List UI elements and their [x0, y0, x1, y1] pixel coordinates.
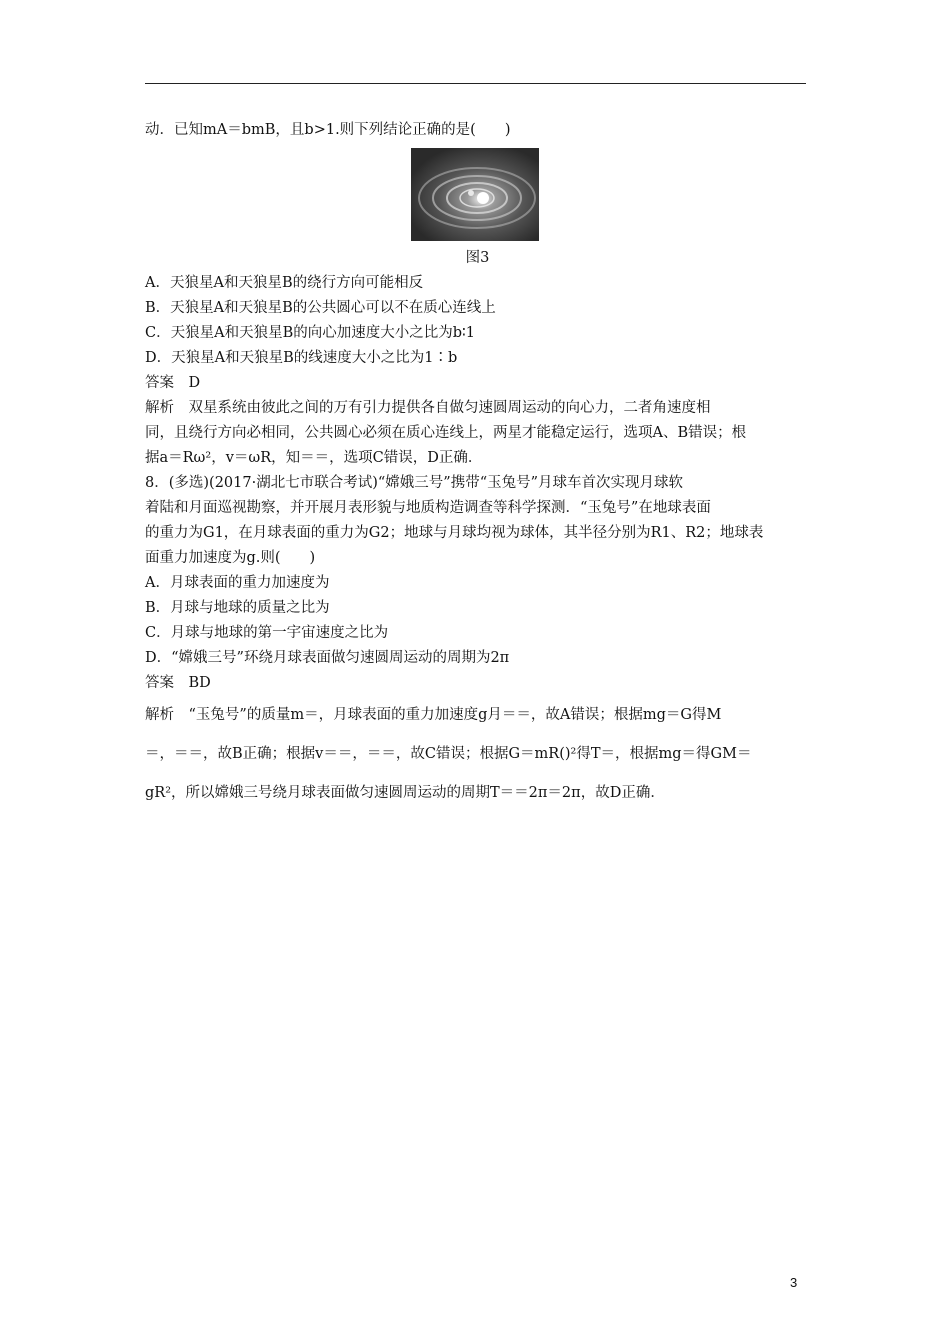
question-8-line-3: 的重力为G1，在月球表面的重力为G2；地球与月球均视为球体，其半径分别为R1、R2；地球表 — [145, 525, 764, 541]
question-8-line-1: 8．(多选)(2017·湖北七市联合考试)“嫦娥三号”携带“玉兔号”月球车首次实现月球软 — [145, 475, 684, 491]
question-7-stem-end: 动．已知mA＝bmB，且b>1.则下列结论正确的是( ) — [145, 122, 511, 138]
question-8-line-2: 着陆和月面巡视勘察，并开展月表形貌与地质构造调查等科学探测．“玉兔号”在地球表面 — [145, 500, 711, 516]
page-content — [145, 118, 810, 813]
option-b: B．天狼星A和天狼星B的公共圆心可以不在质心连线上 — [145, 300, 496, 316]
q8-option-a: A．月球表面的重力加速度为 — [145, 575, 330, 591]
q8-option-d: D．“嫦娥三号”环绕月球表面做匀速圆周运动的周期为2π — [145, 650, 510, 666]
option-a: A．天狼星A和天狼星B的绕行方向可能相反 — [145, 275, 424, 291]
option-c: C．天狼星A和天狼星B的向心加速度大小之比为b∶1 — [145, 325, 476, 341]
spiral-galaxy-image — [411, 148, 539, 241]
page-number: 3 — [790, 1275, 798, 1290]
option-d: D．天狼星A和天狼星B的线速度大小之比为1∶b — [145, 350, 458, 366]
figure-caption: 图3 — [465, 250, 490, 266]
answer-8: 答案 BD — [145, 675, 211, 691]
explanation-7-line-2: 同，且绕行方向必相同，公共圆心必须在质心连线上，两星才能稳定运行，选项A、B错误；根 — [145, 425, 747, 441]
q8-option-c: C．月球与地球的第一宇宙速度之比为 — [145, 625, 389, 641]
explanation-8-line-1: 解析 “玉兔号”的质量m＝，月球表面的重力加速度g月＝＝，故A错误；根据mg＝G得M — [145, 707, 722, 723]
explanation-8-line-3: gR²，所以嫦娥三号绕月球表面做匀速圆周运动的周期T＝＝2π＝2π，故D正确． — [145, 785, 665, 801]
header-rule — [145, 83, 806, 84]
binary-star-figure — [411, 148, 539, 241]
answer-7: 答案 D — [145, 375, 201, 391]
q8-option-b: B．月球与地球的质量之比为 — [145, 600, 330, 616]
explanation-8-line-2: ＝，＝＝，故B正确；根据v＝＝，＝＝，故C错误；根据G＝mR()²得T＝，根据mg＝得GM＝ — [145, 746, 752, 762]
explanation-7-line-1: 解析 双星系统由彼此之间的万有引力提供各自做匀速圆周运动的向心力，二者角速度相 — [145, 400, 711, 416]
question-8-line-4: 面重力加速度为g.则( ) — [145, 550, 316, 566]
explanation-7-line-3: 据a＝Rω²，v＝ωR，知＝＝，选项C错误，D正确． — [145, 450, 483, 466]
